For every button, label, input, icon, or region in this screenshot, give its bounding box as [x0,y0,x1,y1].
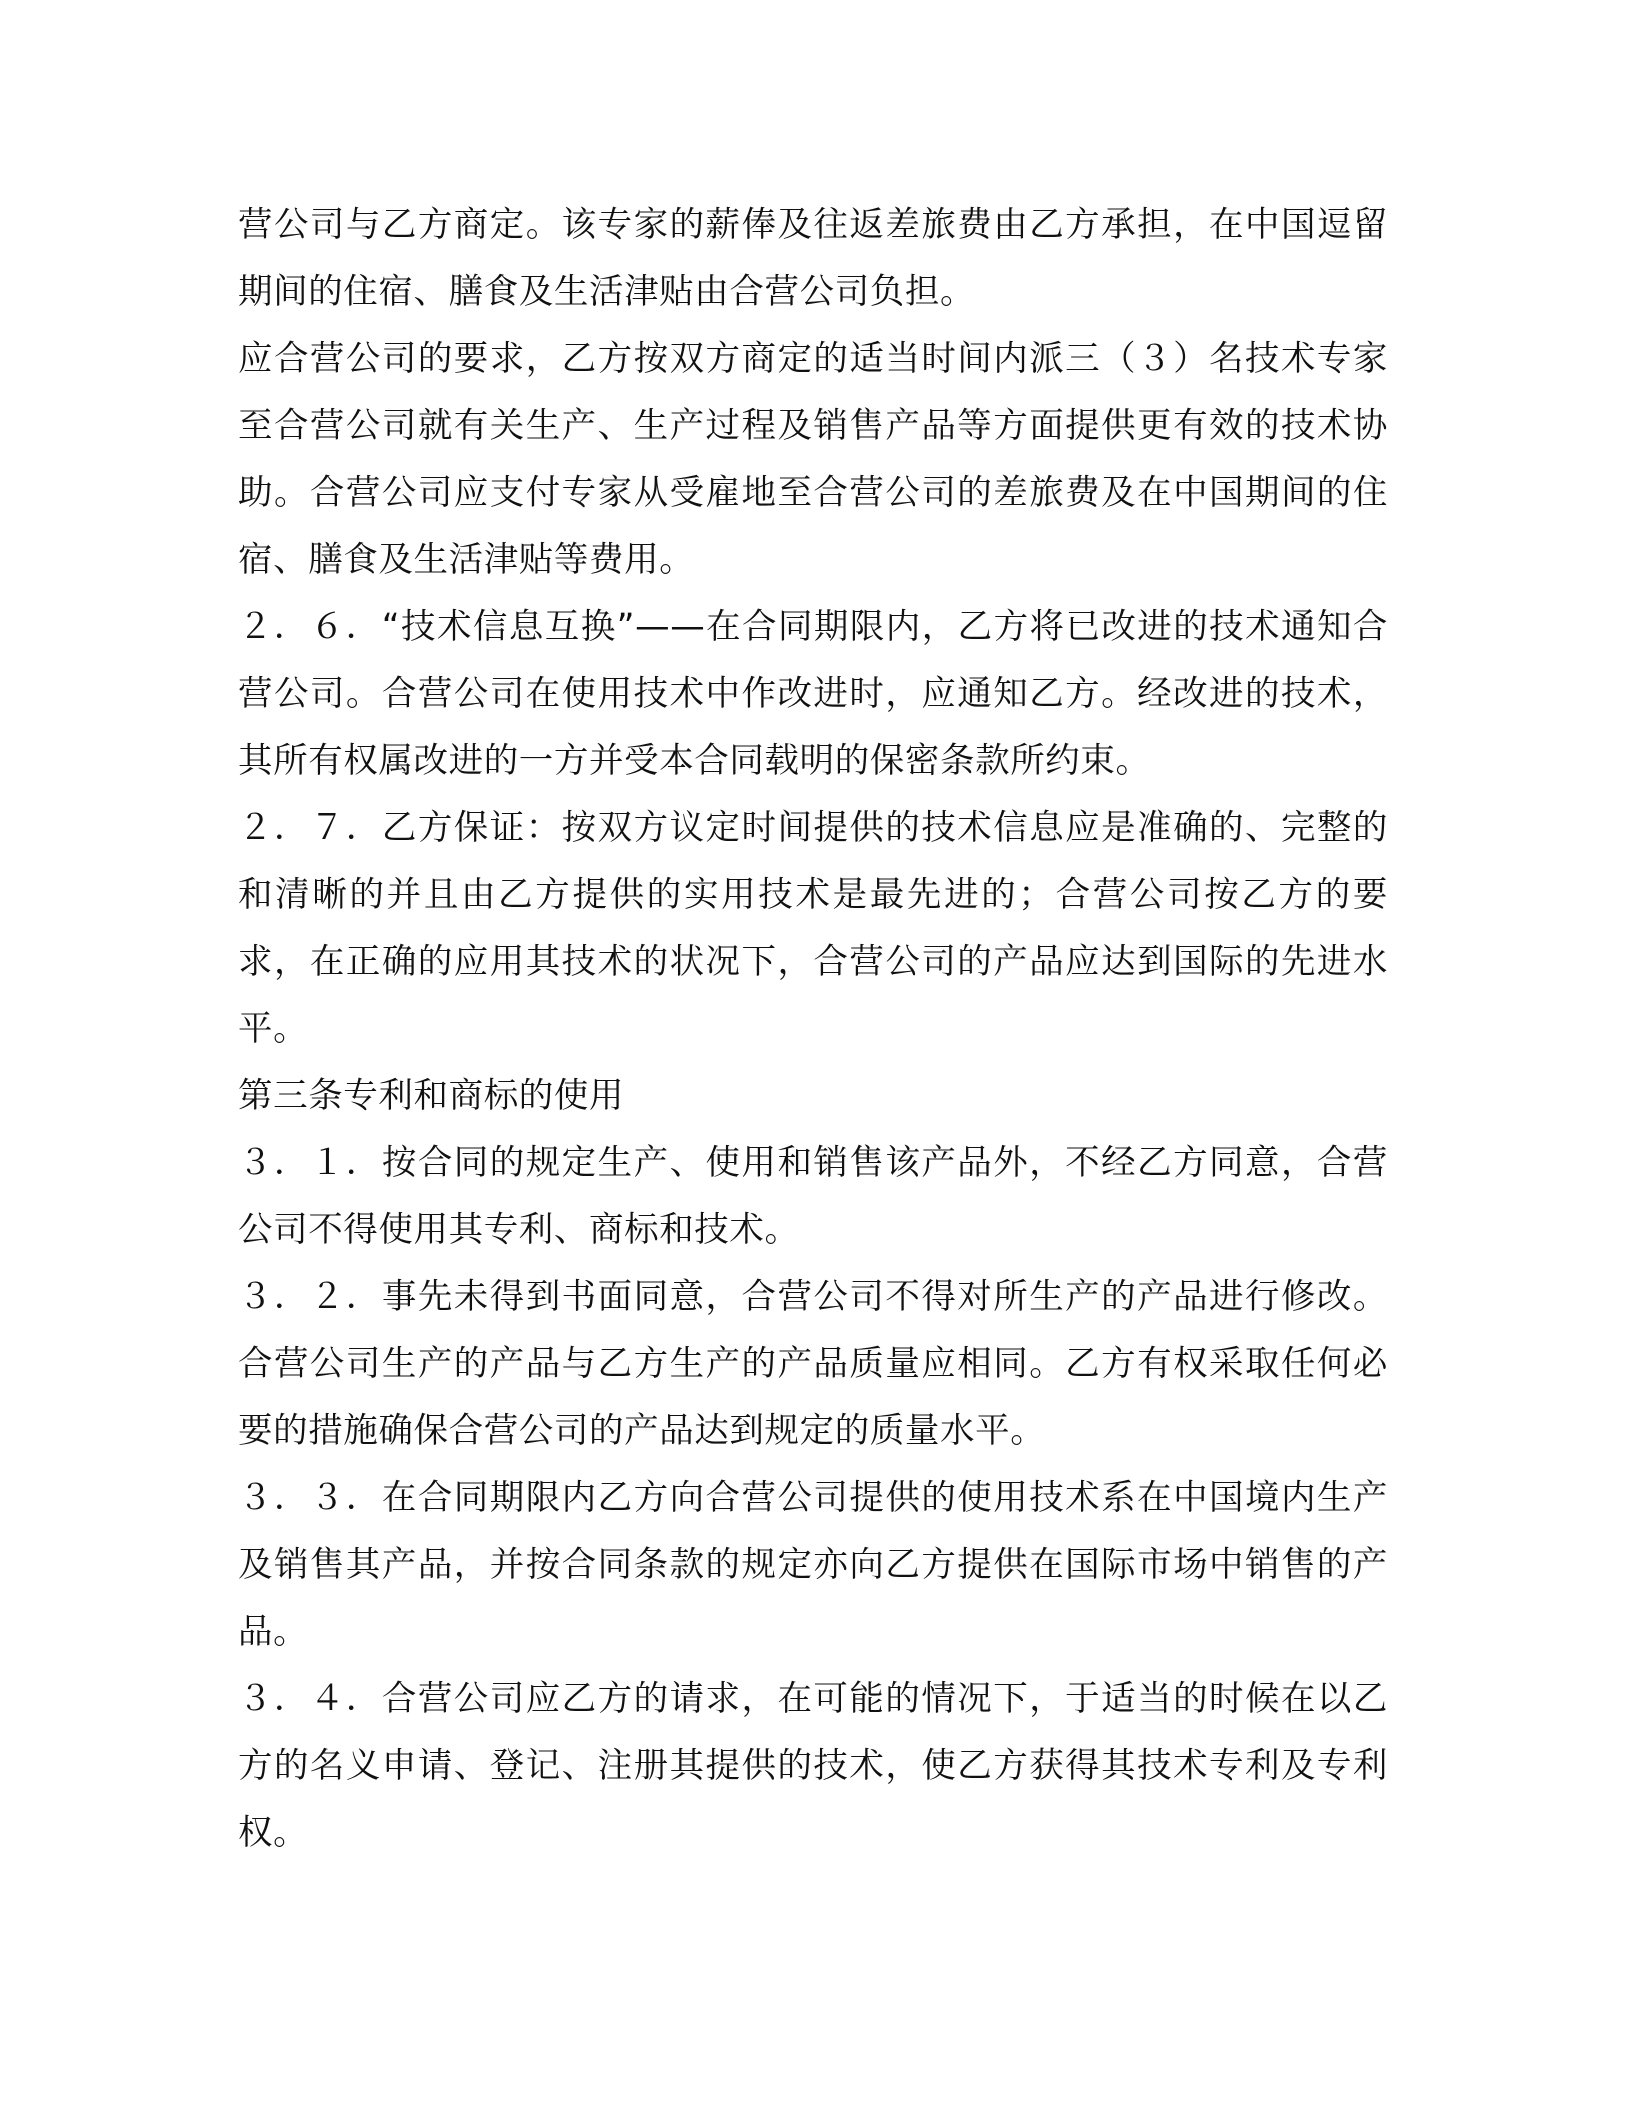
paragraph-2-7: ２．７．乙方保证：按双方议定时间提供的技术信息应是准确的、完整的和清晰的并且由乙方提供的实用技术是最先进的；合营公司按乙方的要求，在正确的应用其技术的状况下，合营公司的产品应达到国际的先进水平。 [238,808,1388,1049]
paragraph-technical-experts: 应合营公司的要求，乙方按双方商定的适当时间内派三（３）名技术专家至合营公司就有关生产、生产过程及销售产品等方面提供更有效的技术协助。合营公司应支付专家从受雇地至合营公司的差旅费及在中国期间的住宿、膳食及生活津贴等费用。 [238,339,1388,580]
document-body [238,192,1388,1867]
paragraph-expert-costs: 营公司与乙方商定。该专家的薪俸及往返差旅费由乙方承担，在中国逗留期间的住宿、膳食及生活津贴由合营公司负担。 [238,205,1388,312]
paragraph-3-3: ３．３．在合同期限内乙方向合营公司提供的使用技术系在中国境内生产及销售其产品，并按合同条款的规定亦向乙方提供在国际市场中销售的产品。 [238,1478,1388,1652]
paragraph-2-6: ２．６．“技术信息互换”——在合同期限内，乙方将已改进的技术通知合营公司。合营公司在使用技术中作改进时，应通知乙方。经改进的技术，其所有权属改进的一方并受本合同载明的保密条款所约束。 [238,607,1388,781]
paragraph-3-2: ３．２．事先未得到书面同意，合营公司不得对所生产的产品进行修改。合营公司生产的产品与乙方生产的产品质量应相同。乙方有权采取任何必要的措施确保合营公司的产品达到规定的质量水平。 [238,1277,1388,1451]
section-heading-article-3: 第三条专利和商标的使用 [238,1076,625,1116]
paragraph-3-1: ３．１．按合同的规定生产、使用和销售该产品外，不经乙方同意，合营公司不得使用其专利、商标和技术。 [238,1143,1388,1250]
paragraph-3-4: ３．４．合营公司应乙方的请求，在可能的情况下，于适当的时候在以乙方的名义申请、登记、注册其提供的技术，使乙方获得其技术专利及专利权。 [238,1679,1388,1853]
